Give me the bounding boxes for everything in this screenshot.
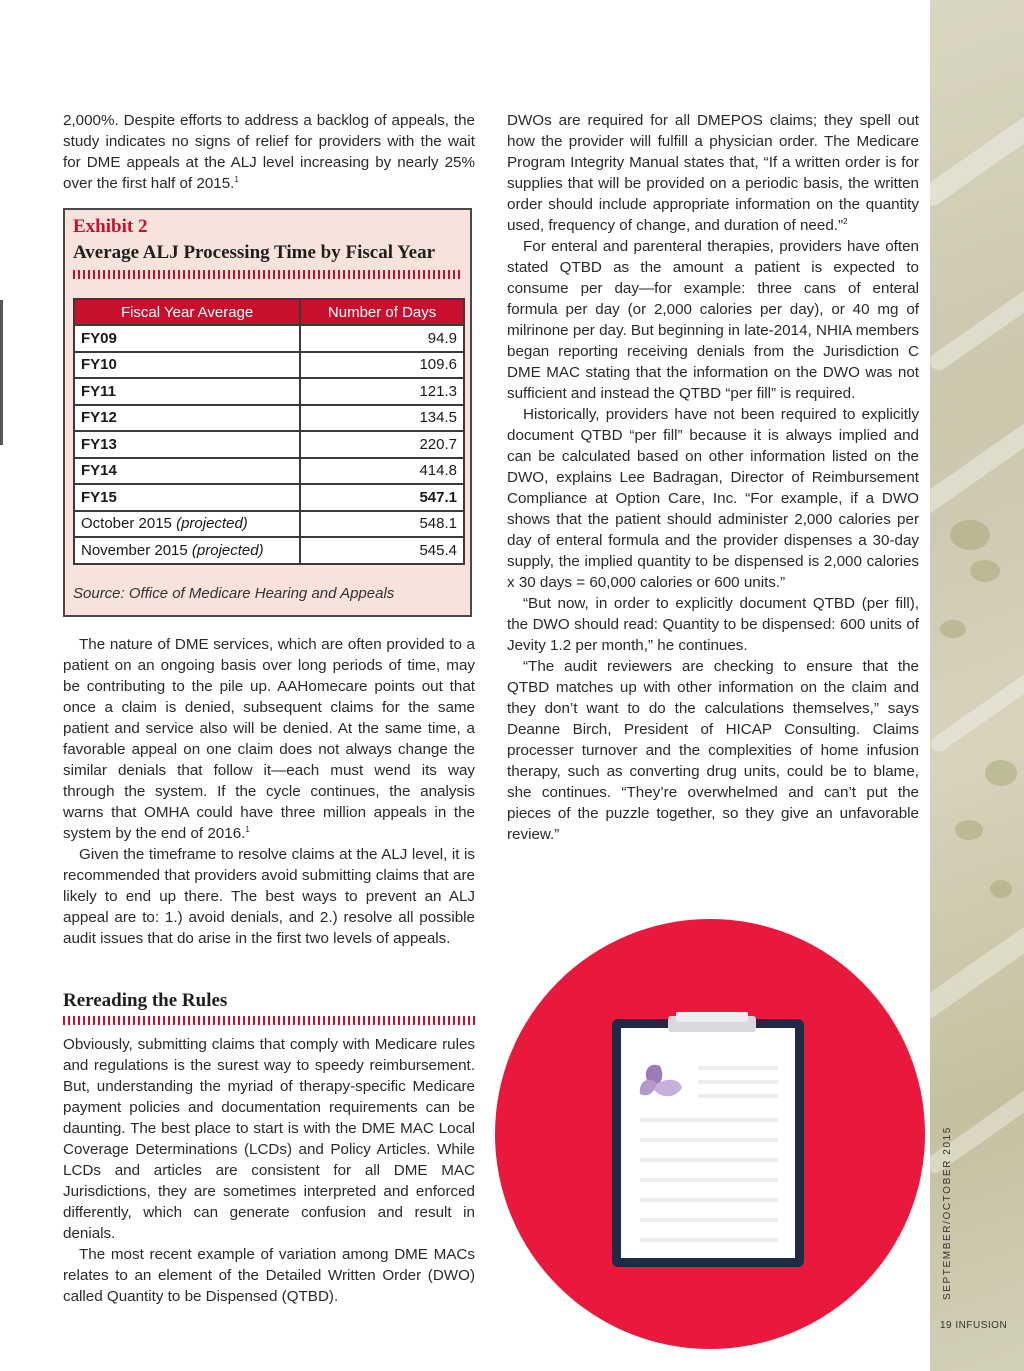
paragraph: The most recent example of variation among DME MACs relates to an element of the Detailed Written Order (DWO) called Quantity to be Dispensed (QTBD). [63,1246,475,1305]
table-row [74,458,464,485]
fiscal-year-cell: FY15 [74,484,300,511]
column-header-days: Number of Days [300,299,464,325]
page-footer [940,1320,1007,1331]
page-number: 19 [940,1320,953,1331]
paragraph: DWOs are required for all DMEPOS claims; they spell out how the provider will fulfill a physician order. The Medicare Program Integrity Manual states that, “If a written order is for supplies that will be provided on a periodic basis, the written order should include appropriate information on the quantity used, frequency of change, and duration of need.”$^2$ [507,112,919,234]
fiscal-year-cell: FY14 [74,458,300,485]
magazine-name: INFUSION [955,1320,1008,1331]
days-cell: 548.1 [300,511,464,538]
days-cell: 121.3 [300,378,464,405]
table-row [74,352,464,379]
paragraph: The nature of DME services, which are often provided to a patient on an ongoing basis over long periods of time, may be contributing to the pile up. AAHomecare points out that once a claim is denied, subsequent claims for the same patient and service also will be denied. At the same time, a favorable appeal on one claim does not always change the similar denials that follow it—each must wend its way through the system. If the cycle continues, the analysis warns that OMHA could have three million appeals in the system by the end of 2016.$^1$ [63,636,475,842]
days-cell: 94.9 [300,325,464,352]
table-row [74,378,464,405]
fiscal-year-cell: FY13 [74,431,300,458]
days-cell: 134.5 [300,405,464,432]
paragraph: “But now, in order to explicitly document QTBD (per fill), the DWO should read: Quantity to be dispensed: 600 units of Jevity 1.2 per month,” he continues. [507,595,919,654]
table-row [74,405,464,432]
days-cell: 545.4 [300,537,464,564]
days-cell: 109.6 [300,352,464,379]
table-row [74,484,464,511]
edge-mark [0,300,3,445]
issue-date: SEPTEMBER/OCTOBER 2015 [942,1126,953,1300]
paragraph: Historically, providers have not been required to explicitly document QTBD “per fill” because it is always implied and can be calculated based on other information listed on the DWO, explains Lee Badragan, Director of Reimbursement Compliance at Option Care, Inc. “For example, if a DWO shows that the patient should administer 2,000 calories per day of enteral formula and the provider dispenses a 30-day supply, the implied quantity to be dispensed is 2,000 calories x 30 days = 60,000 calories or 600 units.” [507,406,919,591]
paragraph: For enteral and parenteral therapies, providers have often stated QTBD as the amount a patient is expected to consume per day—for example: three cans of enteral formula per day (or 2,000 calories per day), or 40 mg of milrinone per day. But beginning in late-2014, NHIA members began reporting receiving denials from the Jurisdiction C DME MAC stating that the information on the DWO was not sufficient and instead the QTBD “per fill” is required. [507,238,919,402]
clipboard-icon [490,916,930,1356]
paragraph: 2,000%. Despite efforts to address a backlog of appeals, the study indicates no signs of relief for providers with the wait for DME appeals at the ALJ level increasing by nearly 25% over the first half of 2015.$^1$ [63,112,475,192]
table-row [74,511,464,538]
fiscal-year-cell: October 2015 (projected) [74,511,300,538]
days-cell: 547.1 [300,484,464,511]
section-heading: Rereading the Rules [63,990,228,1011]
exhibit-source: Source: Office of Medicare Hearing and Appeals [73,585,395,602]
table-row [74,431,464,458]
fiscal-year-cell: November 2015 (projected) [74,537,300,564]
red-stripe-rule [73,270,463,279]
right-column [507,110,919,845]
alj-processing-table [73,298,465,565]
fiscal-year-cell: FY09 [74,325,300,352]
paragraph: “The audit reviewers are checking to ensure that the QTBD matches up with other information on the claim and they don’t want to do the calculations themselves,” says Deanne Birch, President of HICAP Consulting. Claims processer turnover and the complexities of home infusion therapy, such as converting drug units, could be to blame, she continues. “They’re overwhelmed and can’t put the pieces of the puzzle together, so they give an unfavorable review.” [507,658,919,843]
fiscal-year-cell: FY11 [74,378,300,405]
paragraph: Given the timeframe to resolve claims at the ALJ level, it is recommended that providers avoid submitting claims that are likely to end up there. The best ways to prevent an ALJ appeal are to: 1.) avoid denials, and 2.) resolve all possible audit issues that do arise in the first two levels of appeals. [63,846,475,947]
fiscal-year-cell: FY10 [74,352,300,379]
column-header-fiscal-year: Fiscal Year Average [74,299,300,325]
table-row [74,325,464,352]
red-stripe-rule [63,1016,475,1025]
exhibit-box [63,208,472,617]
exhibit-label: Exhibit 2 [73,216,148,237]
table-row [74,537,464,564]
clipboard-illustration [490,916,930,1356]
left-column-top [63,110,475,194]
days-cell: 414.8 [300,458,464,485]
days-cell: 220.7 [300,431,464,458]
left-column-bottom [63,1034,475,1307]
exhibit-title: Average ALJ Processing Time by Fiscal Year [73,242,436,263]
paragraph: Obviously, submitting claims that comply with Medicare rules and regulations is the surest way to speedy reimbursement. But, understanding the myriad of therapy-specific Medicare payment policies and documentation requirements can be daunting. The best place to start is with the DME MAC Local Coverage Determinations (LCDs) and Policy Articles. While LCDs and articles are consistent for all DME MAC Jurisdictions, they are sometimes interpreted and enforced differently, which can generate confusion and result in denials. [63,1036,475,1242]
fiscal-year-cell: FY12 [74,405,300,432]
left-column-middle [63,634,475,949]
